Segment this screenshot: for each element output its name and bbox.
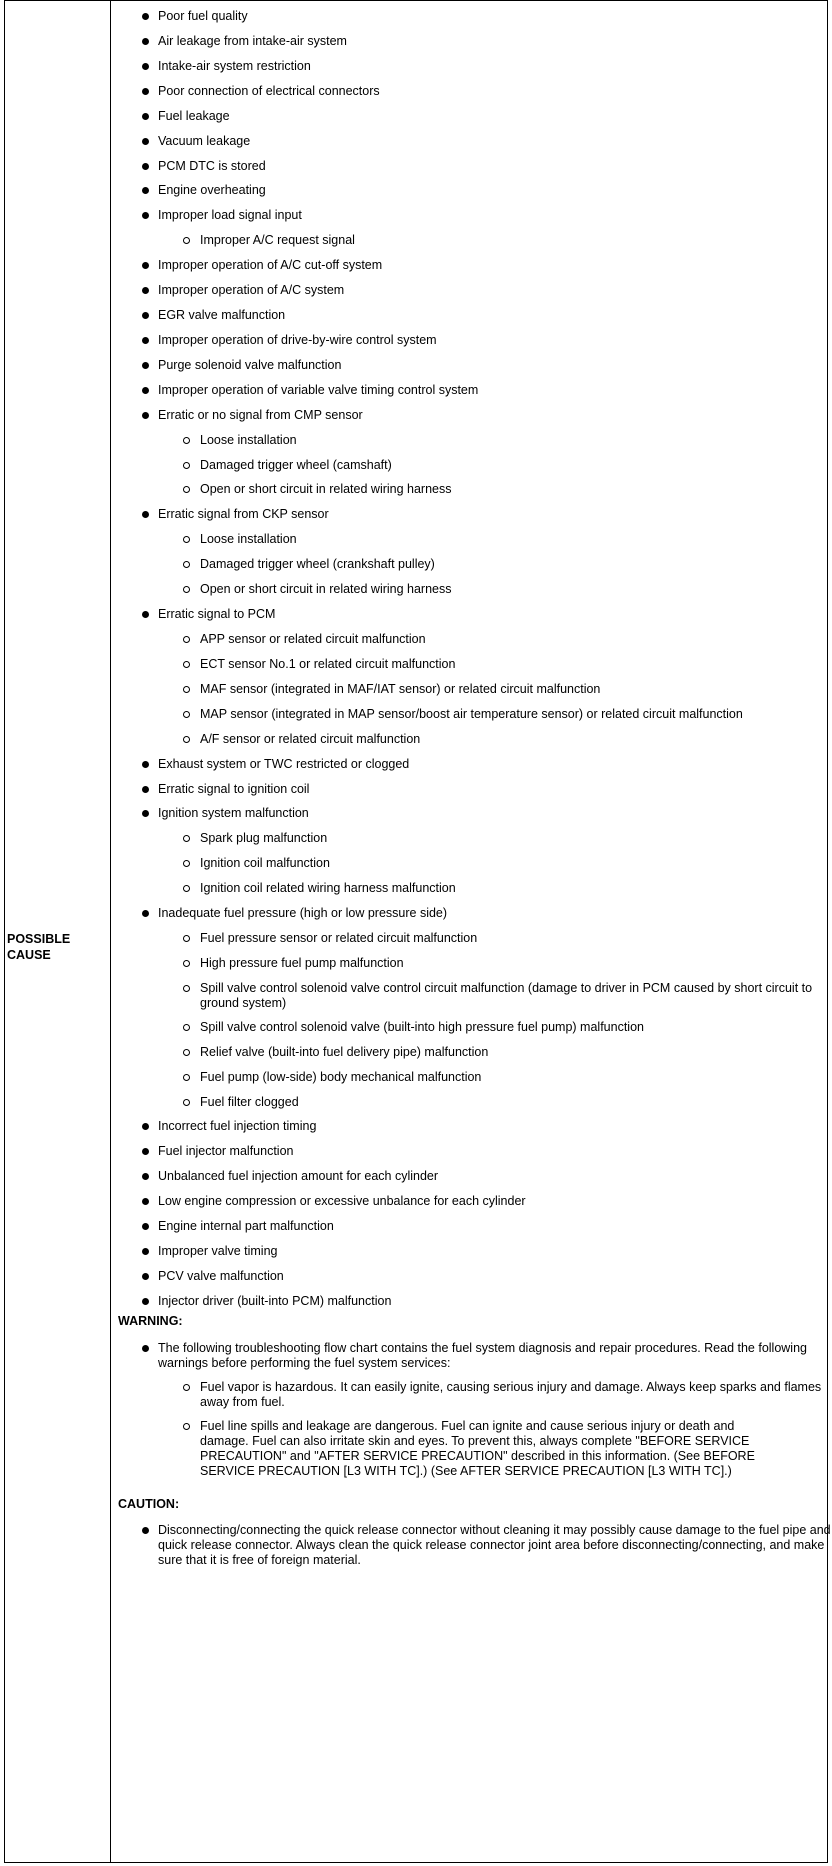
cause-item: Vacuum leakage bbox=[158, 134, 818, 149]
bullet-dot-icon bbox=[142, 1345, 149, 1352]
bullet-dot-icon bbox=[142, 362, 149, 369]
cause-item: Inadequate fuel pressure (high or low pressure side) bbox=[158, 906, 818, 921]
bullet-ring-icon bbox=[183, 237, 190, 244]
bullet-dot-icon bbox=[142, 1527, 149, 1534]
warning-intro: The following troubleshooting flow chart contains the fuel system diagnosis and repair procedures. Read the following warnings before performing the fuel system services: bbox=[158, 1341, 832, 1371]
bullet-ring-icon bbox=[183, 1024, 190, 1031]
bullet-dot-icon bbox=[142, 1123, 149, 1130]
warning-heading: WARNING: bbox=[118, 1314, 183, 1328]
bullet-dot-icon bbox=[142, 511, 149, 518]
bullet-dot-icon bbox=[142, 88, 149, 95]
bullet-ring-icon bbox=[183, 462, 190, 469]
cause-item: Low engine compression or excessive unbalance for each cylinder bbox=[158, 1194, 818, 1209]
cause-item: Fuel injector malfunction bbox=[158, 1144, 818, 1159]
cause-subitem: Fuel filter clogged bbox=[200, 1095, 820, 1110]
bullet-dot-icon bbox=[142, 287, 149, 294]
cause-item: Erratic signal to PCM bbox=[158, 607, 818, 622]
bullet-ring-icon bbox=[183, 1384, 190, 1391]
warning-point: Fuel vapor is hazardous. It can easily ignite, causing serious injury and damage. Always keep sparks and flames away from fuel. bbox=[200, 1380, 832, 1410]
bullet-dot-icon bbox=[142, 761, 149, 768]
bullet-dot-icon bbox=[142, 1248, 149, 1255]
bullet-dot-icon bbox=[142, 138, 149, 145]
cause-subitem: Ignition coil malfunction bbox=[200, 856, 820, 871]
cause-item: Injector driver (built-into PCM) malfunction bbox=[158, 1294, 818, 1309]
bullet-dot-icon bbox=[142, 611, 149, 618]
content-cell bbox=[112, 1, 831, 1862]
bullet-dot-icon bbox=[142, 1298, 149, 1305]
cause-item: Erratic signal from CKP sensor bbox=[158, 507, 818, 522]
cause-item: Intake-air system restriction bbox=[158, 59, 818, 74]
bullet-ring-icon bbox=[183, 486, 190, 493]
bullet-ring-icon bbox=[183, 835, 190, 842]
bullet-dot-icon bbox=[142, 1273, 149, 1280]
cause-item: Improper operation of A/C system bbox=[158, 283, 818, 298]
cause-subitem: Loose installation bbox=[200, 532, 820, 547]
cause-subitem: MAP sensor (integrated in MAP sensor/boost air temperature sensor) or related circuit malfunction bbox=[200, 707, 820, 722]
cause-item: Improper operation of variable valve timing control system bbox=[158, 383, 818, 398]
cause-subitem: Fuel pump (low-side) body mechanical malfunction bbox=[200, 1070, 820, 1085]
cause-subitem: High pressure fuel pump malfunction bbox=[200, 956, 820, 971]
label-cell bbox=[5, 1, 111, 1862]
cause-item: Erratic or no signal from CMP sensor bbox=[158, 408, 818, 423]
bullet-ring-icon bbox=[183, 1074, 190, 1081]
cause-item: Poor connection of electrical connectors bbox=[158, 84, 818, 99]
cause-subitem: Relief valve (built-into fuel delivery pipe) malfunction bbox=[200, 1045, 820, 1060]
bullet-dot-icon bbox=[142, 312, 149, 319]
cause-subitem: Loose installation bbox=[200, 433, 820, 448]
bullet-ring-icon bbox=[183, 1049, 190, 1056]
bullet-ring-icon bbox=[183, 1099, 190, 1106]
bullet-dot-icon bbox=[142, 910, 149, 917]
bullet-ring-icon bbox=[183, 636, 190, 643]
bullet-ring-icon bbox=[183, 711, 190, 718]
cause-item: PCV valve malfunction bbox=[158, 1269, 818, 1284]
bullet-ring-icon bbox=[183, 935, 190, 942]
cause-subitem: Ignition coil related wiring harness malfunction bbox=[200, 881, 820, 896]
possible-cause-table bbox=[4, 0, 831, 1863]
row-label bbox=[7, 931, 107, 963]
bullet-ring-icon bbox=[183, 985, 190, 992]
cause-item: Engine internal part malfunction bbox=[158, 1219, 818, 1234]
cause-item: PCM DTC is stored bbox=[158, 159, 818, 174]
bullet-ring-icon bbox=[183, 860, 190, 867]
cause-subitem: Open or short circuit in related wiring harness bbox=[200, 482, 820, 497]
bullet-ring-icon bbox=[183, 561, 190, 568]
cause-item: Improper operation of A/C cut-off system bbox=[158, 258, 818, 273]
bullet-dot-icon bbox=[142, 113, 149, 120]
cause-item: Engine overheating bbox=[158, 183, 818, 198]
caution-text: Disconnecting/connecting the quick release connector without cleaning it may possibly cause damage to the fuel pipe and quick release connector. Always clean the quick release connector joint area before disconnecting/connecting, and make sure that it is free of foreign material. bbox=[158, 1523, 832, 1568]
cause-item: EGR valve malfunction bbox=[158, 308, 818, 323]
cause-subitem: Improper A/C request signal bbox=[200, 233, 820, 248]
bullet-dot-icon bbox=[142, 786, 149, 793]
cause-item: Poor fuel quality bbox=[158, 9, 818, 24]
cause-item: Improper operation of drive-by-wire control system bbox=[158, 333, 818, 348]
bullet-ring-icon bbox=[183, 736, 190, 743]
cause-subitem: ECT sensor No.1 or related circuit malfunction bbox=[200, 657, 820, 672]
cause-item: Improper load signal input bbox=[158, 208, 818, 223]
bullet-ring-icon bbox=[183, 586, 190, 593]
cause-subitem: Damaged trigger wheel (camshaft) bbox=[200, 458, 820, 473]
cause-item: Purge solenoid valve malfunction bbox=[158, 358, 818, 373]
cause-subitem: Open or short circuit in related wiring harness bbox=[200, 582, 820, 597]
warning-point: Fuel line spills and leakage are dangerous. Fuel can ignite and cause serious injury or death and damage. Fuel can also irritate skin and eyes. To prevent this, always complete "BEFORE SERVICE PRECAUTION" and "AFTER SERVICE PRECAUTION" described in this information. (See BEFORE SERVICE PRECAUTION [L3 WITH TC].) (See AFTER SERVICE PRECAUTION [L3 WITH TC].) bbox=[200, 1419, 760, 1479]
bullet-dot-icon bbox=[142, 1173, 149, 1180]
cause-subitem: Spill valve control solenoid valve control circuit malfunction (damage to driver in PCM caused by short circuit to ground system) bbox=[200, 981, 820, 1011]
bullet-ring-icon bbox=[183, 686, 190, 693]
bullet-dot-icon bbox=[142, 163, 149, 170]
cause-item: Ignition system malfunction bbox=[158, 806, 818, 821]
cause-item: Exhaust system or TWC restricted or clogged bbox=[158, 757, 818, 772]
cause-subitem: Fuel pressure sensor or related circuit malfunction bbox=[200, 931, 820, 946]
bullet-dot-icon bbox=[142, 337, 149, 344]
cause-item: Air leakage from intake-air system bbox=[158, 34, 818, 49]
bullet-ring-icon bbox=[183, 1423, 190, 1430]
row-label-line2: CAUSE bbox=[7, 948, 51, 962]
cause-subitem: MAF sensor (integrated in MAF/IAT sensor) or related circuit malfunction bbox=[200, 682, 820, 697]
cause-item: Fuel leakage bbox=[158, 109, 818, 124]
bullet-dot-icon bbox=[142, 262, 149, 269]
bullet-dot-icon bbox=[142, 1198, 149, 1205]
bullet-ring-icon bbox=[183, 885, 190, 892]
cause-subitem: Spark plug malfunction bbox=[200, 831, 820, 846]
cause-item: Improper valve timing bbox=[158, 1244, 818, 1259]
bullet-ring-icon bbox=[183, 437, 190, 444]
bullet-dot-icon bbox=[142, 13, 149, 20]
bullet-ring-icon bbox=[183, 960, 190, 967]
bullet-dot-icon bbox=[142, 187, 149, 194]
bullet-dot-icon bbox=[142, 1148, 149, 1155]
bullet-ring-icon bbox=[183, 536, 190, 543]
bullet-dot-icon bbox=[142, 38, 149, 45]
caution-heading: CAUTION: bbox=[118, 1497, 180, 1511]
bullet-dot-icon bbox=[142, 1223, 149, 1230]
bullet-dot-icon bbox=[142, 810, 149, 817]
cause-subitem: APP sensor or related circuit malfunction bbox=[200, 632, 820, 647]
row-label-line1: POSSIBLE bbox=[7, 932, 71, 946]
cause-item: Unbalanced fuel injection amount for each cylinder bbox=[158, 1169, 818, 1184]
bullet-dot-icon bbox=[142, 412, 149, 419]
bullet-ring-icon bbox=[183, 661, 190, 668]
cause-subitem: A/F sensor or related circuit malfunction bbox=[200, 732, 820, 747]
bullet-dot-icon bbox=[142, 387, 149, 394]
cause-subitem: Damaged trigger wheel (crankshaft pulley) bbox=[200, 557, 820, 572]
cause-subitem: Spill valve control solenoid valve (built-into high pressure fuel pump) malfunction bbox=[200, 1020, 820, 1035]
bullet-dot-icon bbox=[142, 212, 149, 219]
bullet-dot-icon bbox=[142, 63, 149, 70]
cause-item: Erratic signal to ignition coil bbox=[158, 782, 818, 797]
cause-item: Incorrect fuel injection timing bbox=[158, 1119, 818, 1134]
